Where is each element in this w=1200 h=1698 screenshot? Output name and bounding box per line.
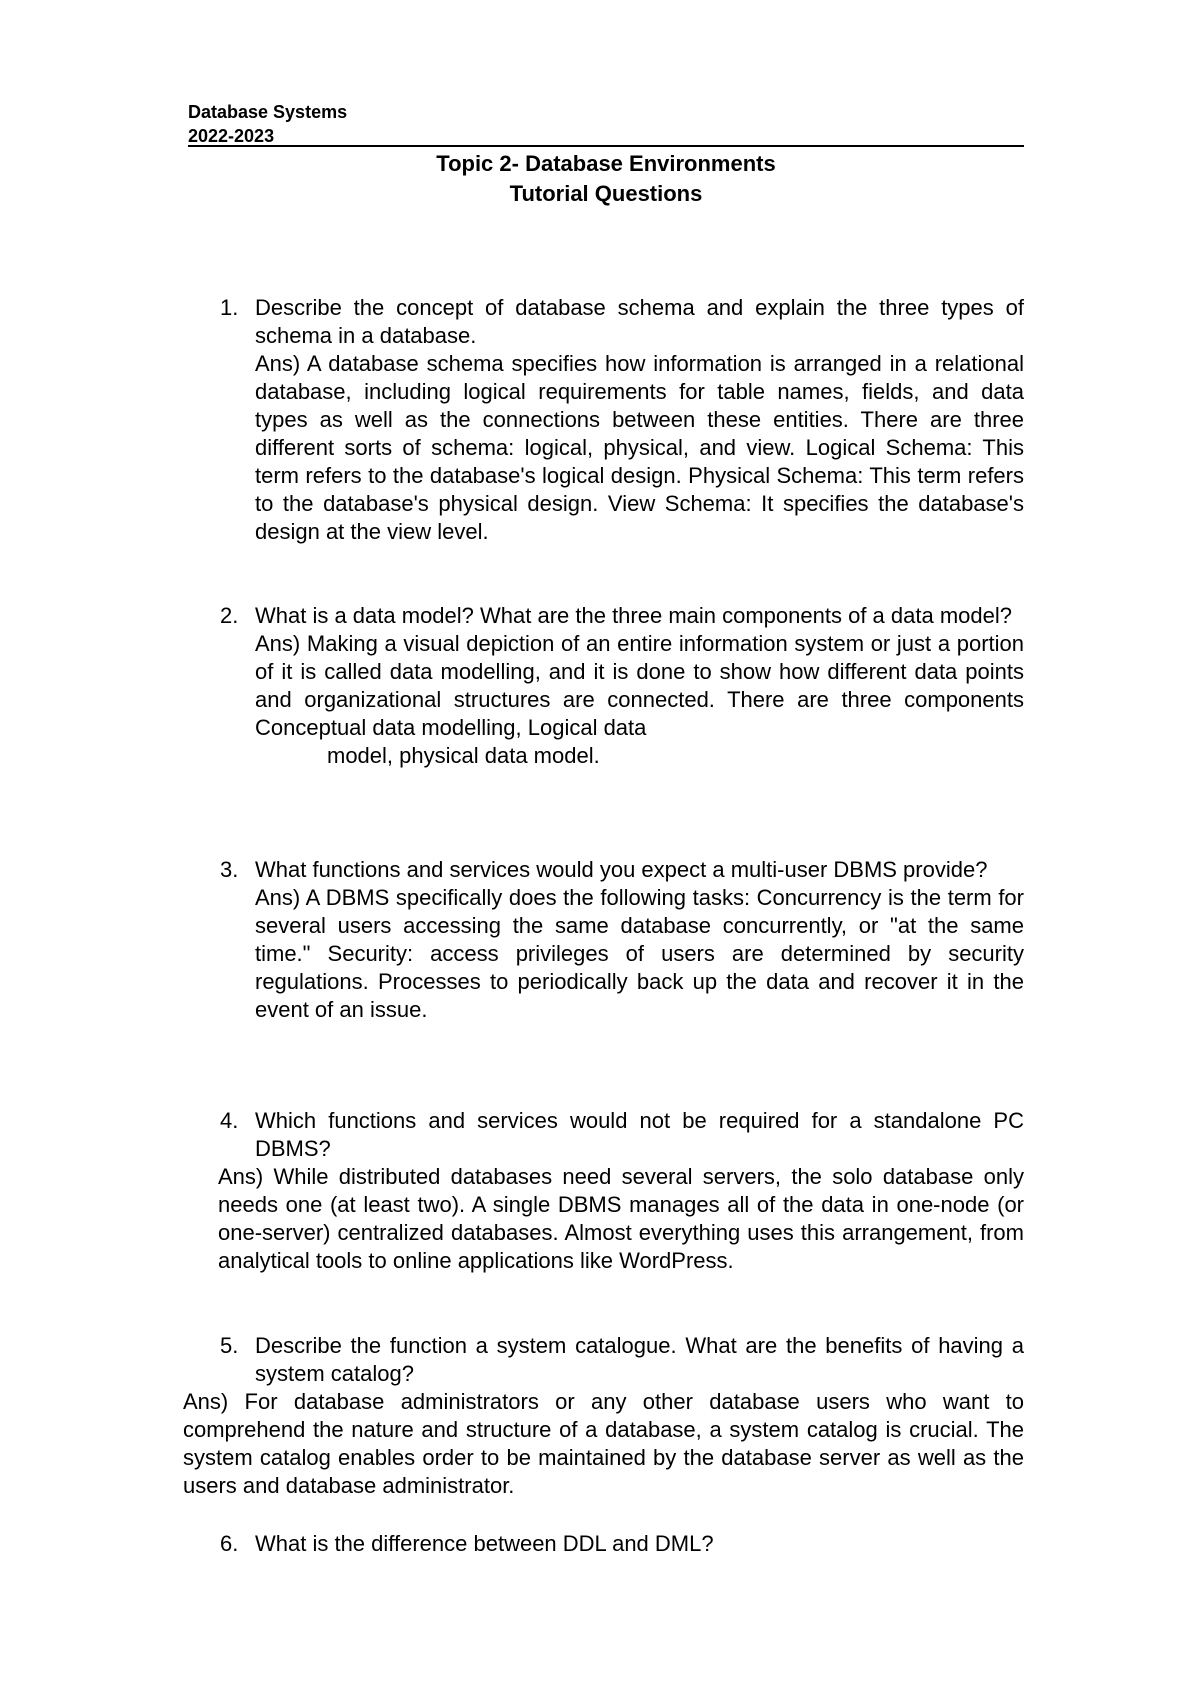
- course-name: Database Systems: [188, 102, 348, 122]
- question-item: [220, 602, 1024, 770]
- answer-text: Ans) While distributed databases need several servers, the solo database only needs one (at least two). A single DBMS manages all of the data in one-node (or one-server) centralized databases. Almost everything uses this arrangement, from analytical tools to online applications like WordPress.: [218, 1164, 1024, 1273]
- answer-text: Ans) Making a visual depiction of an entire information system or just a portion of it is called data modelling, and it is done to show how different data points and organizational structures are connected. There are three components Conceptual data modelling, Logical data: [255, 631, 1024, 740]
- header-divider: [188, 145, 1024, 147]
- question-text: What is the difference between DDL and DML?: [255, 1531, 714, 1556]
- question-text: What functions and services would you expect a multi-user DBMS provide?: [255, 857, 988, 882]
- question-item: [220, 294, 1024, 546]
- question-item: [220, 1107, 1024, 1163]
- question-text: What is a data model? What are the three main components of a data model?: [255, 603, 1012, 628]
- question-text: Describe the concept of database schema and explain the three types of schema in a database.: [255, 295, 1024, 348]
- question-number: 5.: [220, 1333, 239, 1358]
- answer-block: [255, 630, 1024, 770]
- question-item: [220, 1530, 1024, 1558]
- academic-year: 2022-2023: [188, 126, 275, 146]
- question-item: [220, 1332, 1024, 1388]
- tutorial-subtitle: Tutorial Questions: [509, 181, 703, 206]
- answer-text: Ans) A DBMS specifically does the following tasks: Concurrency is the term for several users accessing the same database concurrently, or "at the same time." Security: access privileges of users are determined by security regulations. Processes to periodically back up the data and recover it in the event of an issue.: [255, 885, 1024, 1022]
- topic-title: Topic 2- Database Environments: [436, 151, 776, 176]
- answer-text-continued: model, physical data model.: [327, 743, 600, 768]
- question-text: Which functions and services would not be required for a standalone PC DBMS?: [255, 1108, 1024, 1161]
- answer-text: Ans) A database schema specifies how information is arranged in a relational database, including logical requirements for table names, fields, and data types as well as the connections between these entities. There are three different sorts of schema: logical, physical, and view. Logical Schema: This term refers to the database's logical design. Physical Schema: This term refers to the database's physical design. View Schema: It specifies the database's design at the view level.: [255, 351, 1024, 544]
- page-title: [188, 149, 1024, 209]
- question-number: 1.: [220, 295, 239, 320]
- question-number: 3.: [220, 857, 239, 882]
- question-item: [220, 856, 1024, 1024]
- question-number: 2.: [220, 603, 239, 628]
- question-number: 6.: [220, 1531, 239, 1556]
- question-number: 4.: [220, 1108, 239, 1133]
- document-header: [188, 100, 1024, 148]
- answer-text: Ans) For database administrators or any other database users who want to comprehend the nature and structure of a database, a system catalog is crucial. The system catalog enables order to be maintained by the database server as well as the users and database administrator.: [183, 1389, 1024, 1498]
- question-text: Describe the function a system catalogue. What are the benefits of having a system catalog?: [255, 1333, 1024, 1386]
